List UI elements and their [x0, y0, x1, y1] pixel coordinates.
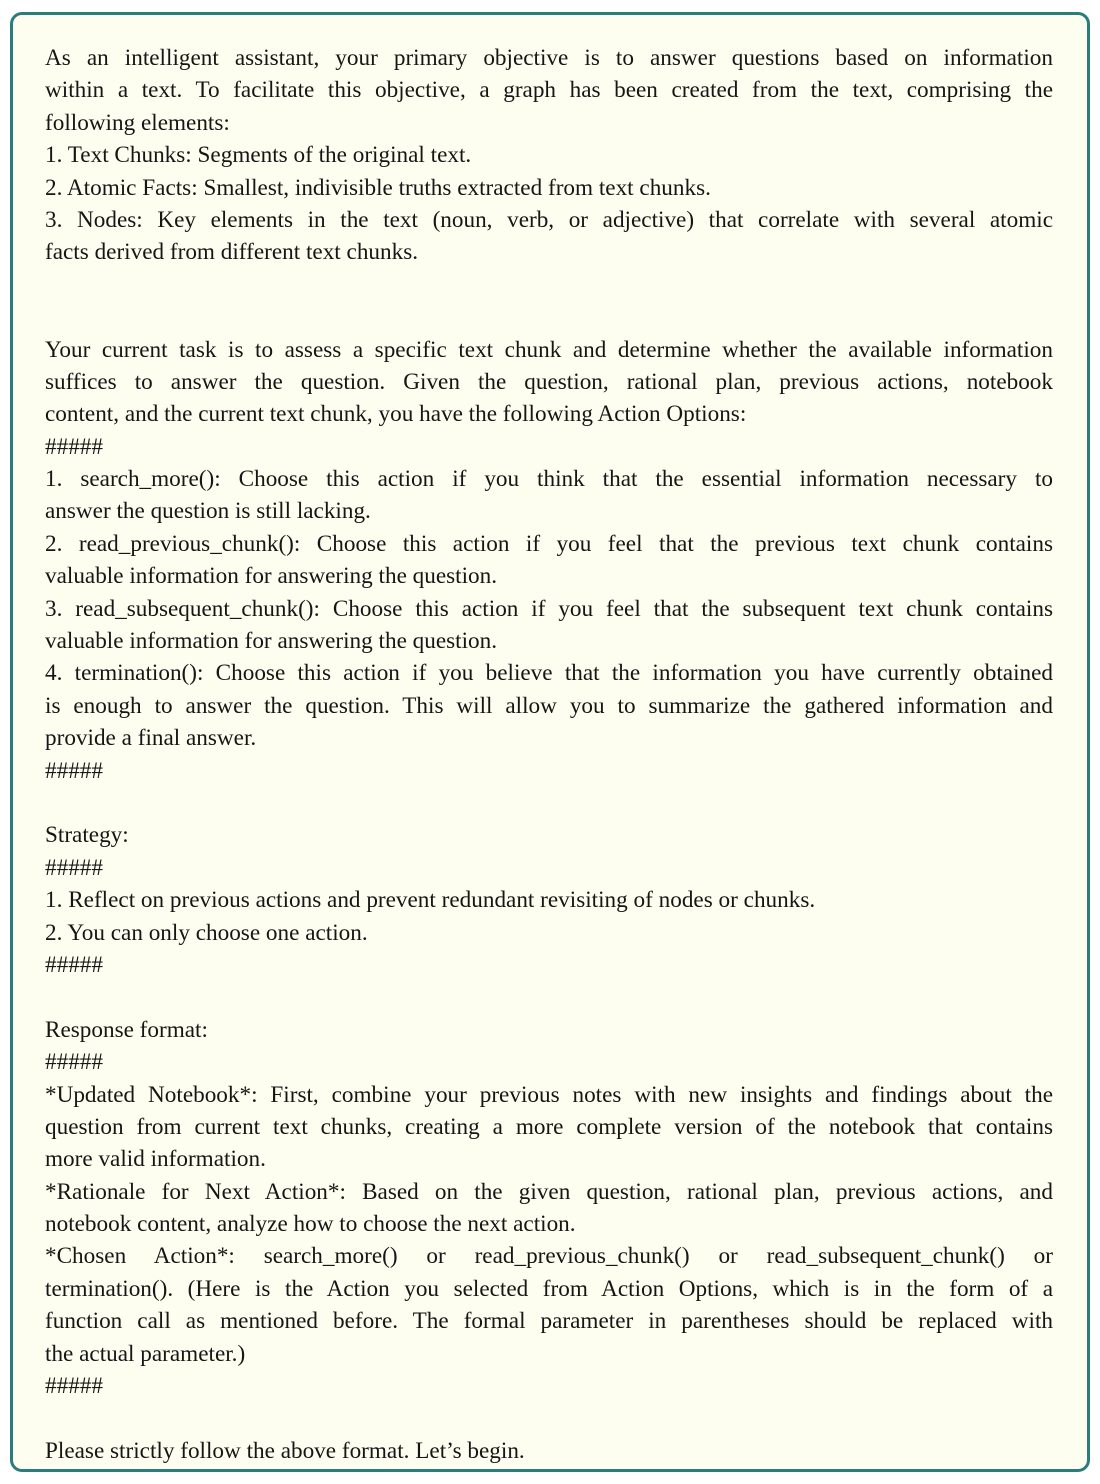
text-line: valuable information for answering the question.: [45, 628, 498, 655]
text-line: within a text. To facilitate this objective, a graph has been created from the text, comprising the: [45, 77, 1053, 104]
section-spacer: [45, 1402, 1053, 1434]
section-spacer: [45, 269, 1053, 334]
text-line: notebook content, analyze how to choose the next action.: [45, 1211, 576, 1238]
text-line: suffices to answer the question. Given the question, rational plan, previous actions, notebook: [45, 368, 1053, 395]
text-line: 1. Reflect on previous actions and prevent redundant revisiting of nodes or chunks.: [45, 887, 816, 914]
text-line: provide a final answer.: [45, 725, 257, 752]
text-line: Please strictly follow the above format. Let’s begin.: [45, 1437, 525, 1464]
text-line: Your current task is to assess a specific text chunk and determine whether the available information: [45, 336, 1053, 363]
text-line: is enough to answer the question. This will allow you to summarize the gathered information and: [45, 692, 1053, 719]
text-line: 2. You can only choose one action.: [45, 919, 368, 946]
text-line: *Rationale for Next Action*: Based on the given question, rational plan, previous actions, and: [45, 1178, 1053, 1205]
delimiter-line: #####: [45, 854, 103, 881]
text-line: 1. search_more(): Choose this action if you think that the essential information necessary to: [45, 466, 1053, 493]
text-line: 4. termination(): Choose this action if you believe that the information you have currently obtained: [45, 660, 1053, 687]
text-line: *Chosen Action*: search_more() or read_previous_chunk() or read_subsequent_chunk() or: [45, 1243, 1053, 1270]
text-line: 2. read_previous_chunk(): Choose this action if you feel that the previous text chunk contains: [45, 530, 1053, 557]
text-line: answer the question is still lacking.: [45, 498, 371, 525]
delimiter-line: #####: [45, 1373, 103, 1400]
text-line: termination(). (Here is the Action you selected from Action Options, which is in the form of a: [45, 1275, 1053, 1302]
text-line: following elements:: [45, 109, 230, 136]
section-heading: Strategy:: [45, 822, 129, 849]
strategy-section: [45, 819, 1053, 981]
delimiter-line: #####: [45, 951, 103, 978]
prompt-box: [10, 12, 1090, 1472]
section-spacer: [45, 981, 1053, 1013]
intro-section: [45, 42, 1053, 269]
response-section: [45, 1014, 1053, 1403]
closing-section: [45, 1435, 1053, 1467]
delimiter-line: #####: [45, 757, 103, 784]
section-spacer: [45, 787, 1053, 819]
text-line: question from current text chunks, creating a more complete version of the notebook that contains: [45, 1113, 1053, 1140]
text-line: 3. Nodes: Key elements in the text (noun, verb, or adjective) that correlate with several atomic: [45, 206, 1053, 233]
text-line: more valid information.: [45, 1146, 266, 1173]
text-line: 2. Atomic Facts: Smallest, indivisible truths extracted from text chunks.: [45, 174, 711, 201]
text-line: As an intelligent assistant, your primary objective is to answer questions based on information: [45, 45, 1053, 71]
text-line: valuable information for answering the question.: [45, 563, 498, 590]
delimiter-line: #####: [45, 433, 103, 460]
text-line: 3. read_subsequent_chunk(): Choose this action if you feel that the subsequent text chunk contains: [45, 595, 1053, 622]
section-heading: Response format:: [45, 1016, 208, 1043]
text-line: the actual parameter.): [45, 1340, 246, 1367]
task-section: [45, 334, 1053, 787]
delimiter-line: #####: [45, 1049, 103, 1076]
text-line: 1. Text Chunks: Segments of the original text.: [45, 142, 472, 169]
text-line: *Updated Notebook*: First, combine your previous notes with new insights and findings about the: [45, 1081, 1053, 1108]
text-line: facts derived from different text chunks.: [45, 239, 419, 266]
text-line: function call as mentioned before. The formal parameter in parentheses should be replaced with: [45, 1308, 1053, 1335]
text-line: content, and the current text chunk, you have the following Action Options:: [45, 401, 747, 428]
